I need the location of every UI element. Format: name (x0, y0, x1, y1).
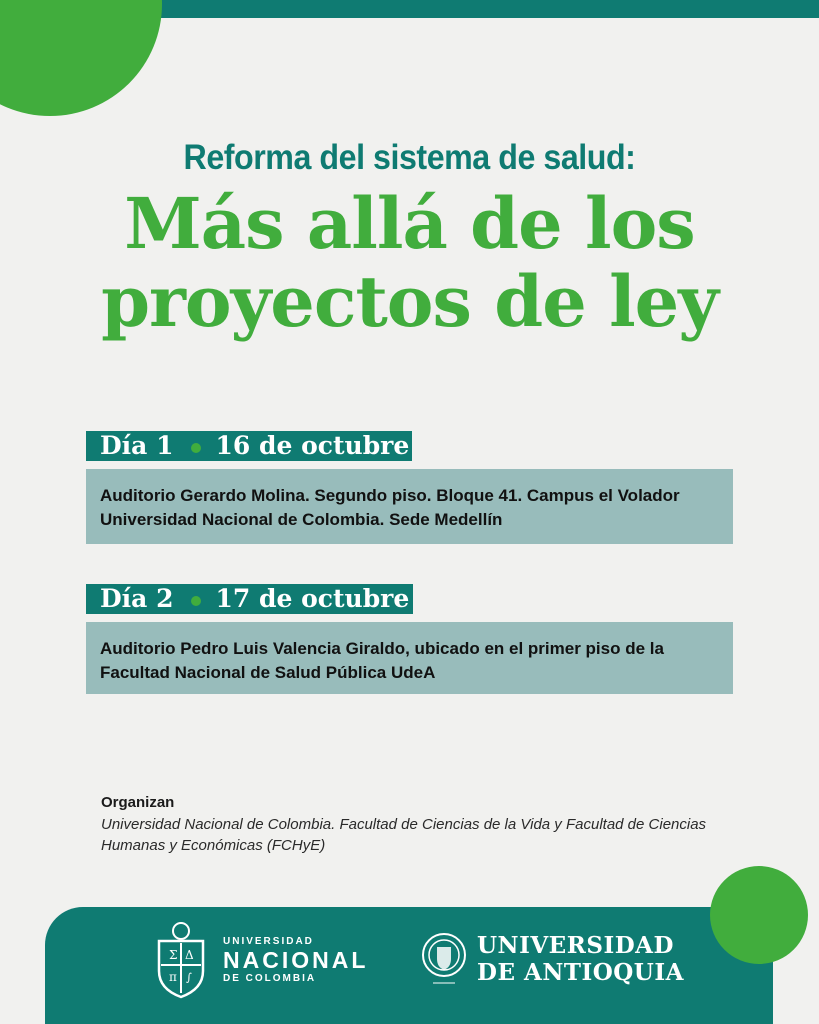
day1-venue-line1: Auditorio Gerardo Molina. Segundo piso. Bloque 41. Campus el Volador (100, 486, 680, 505)
day2-venue (86, 622, 733, 694)
svg-text:π: π (169, 970, 177, 984)
top-accent-bar (160, 0, 819, 18)
udea-wordmark (477, 932, 684, 986)
bullet-dot-icon (191, 596, 201, 606)
svg-text:Δ: Δ (185, 948, 194, 962)
day2-venue-line2: Facultad Nacional de Salud Pública UdeA (100, 663, 436, 682)
day2-date: 17 de octubre (215, 584, 410, 613)
event-title-line1: Más allá de los (124, 182, 695, 265)
day1-venue (86, 469, 733, 544)
day1-venue-line2: Universidad Nacional de Colombia. Sede Medellín (100, 510, 503, 529)
day1-label: Día 1 (100, 431, 174, 460)
udea-seal-icon (421, 929, 467, 989)
unal-shield-icon (149, 919, 213, 1001)
footer-bar (45, 907, 773, 1024)
day2-label: Día 2 (100, 584, 174, 613)
svg-text:∫: ∫ (186, 971, 192, 984)
unal-wordmark (223, 936, 368, 984)
unal-line2: NACIONAL (223, 947, 369, 973)
bullet-dot-icon (191, 443, 201, 453)
decorative-circle-top-left (0, 0, 162, 116)
udea-line1: UNIVERSIDAD (477, 932, 674, 959)
organizers-text: Universidad Nacional de Colombia. Facultad de Ciencias de la Vida y Facultad de Ciencias Humanas y Económicas (FCHyE) (101, 816, 707, 854)
udea-logo (421, 929, 684, 989)
day1-date: 16 de octubre (215, 431, 410, 460)
unal-line3: DE COLOMBIA (223, 973, 317, 984)
svg-text:Σ: Σ (169, 948, 178, 962)
event-title-line2: proyectos de ley (101, 260, 718, 343)
day2-venue-line1: Auditorio Pedro Luis Valencia Giraldo, ubicado en el primer piso de la (100, 639, 664, 658)
organizers-label: Organizan (101, 794, 175, 811)
decorative-circle-bottom-right (710, 866, 808, 964)
event-kicker: Reforma del sistema de salud: (183, 138, 636, 177)
day1-tab (86, 431, 412, 461)
unal-line1: UNIVERSIDAD (223, 936, 314, 947)
unal-logo (149, 919, 368, 1001)
event-title (0, 182, 819, 343)
udea-line2: DE ANTIOQUIA (477, 959, 684, 986)
day2-tab (86, 584, 413, 614)
